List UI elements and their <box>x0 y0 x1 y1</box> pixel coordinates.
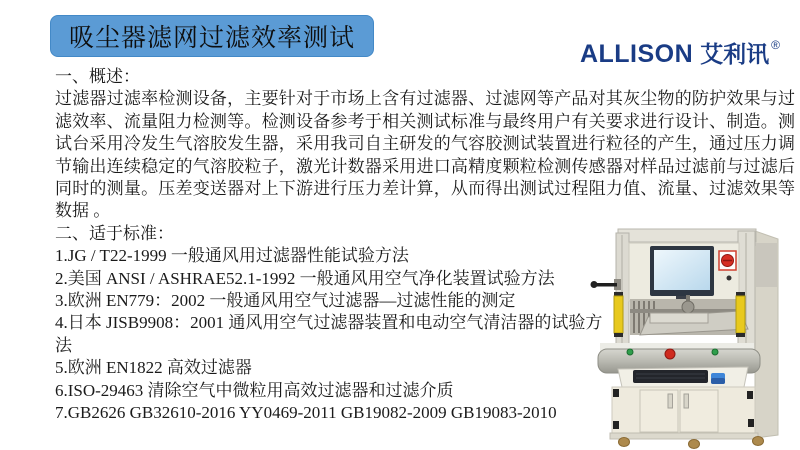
overview-heading: 一、概述： <box>55 67 140 86</box>
standards-heading: 二、适于标准： <box>55 223 174 243</box>
standard-item: 3.欧洲 EN779：2002 一般通风用空气过滤器—过滤性能的测定 <box>55 291 516 311</box>
logo-wordmark: ALLISON <box>579 40 694 68</box>
standard-item: 2.美国 ANSI / ASHRAE52.1-1992 一般通风用空气净化装置试验方法 <box>55 268 555 288</box>
page-title: 吸尘器滤网过滤效率测试 <box>68 25 355 52</box>
standard-item: 1.JG / T22-1999 一般通风用过滤器性能试验方法 <box>55 246 409 266</box>
standards-section <box>55 223 611 425</box>
standard-item: 4.日本 JISB9908：2001 通风用空气过滤器装置和电动空气清洁器的试验方法 <box>55 313 603 355</box>
allison-logo <box>580 36 780 69</box>
standard-item: 7.GB2626 GB32610-2016 YY0469-2011 GB19082-2009 GB19083-2010 <box>55 403 557 423</box>
logo-cjk-text: 艾利讯 <box>700 41 770 67</box>
standard-item: 5.欧洲 EN1822 高效过滤器 <box>55 358 252 378</box>
standard-item: 6.ISO-29463 清除空气中微粒用高效过滤器和过滤介质 <box>55 380 454 400</box>
machine-photo <box>588 221 796 449</box>
title-banner <box>50 15 374 57</box>
registered-trademark-icon: ® <box>771 38 780 52</box>
overview-paragraph: 过滤器过滤率检测设备，主要针对于市场上含有过滤器、过滤网等产品对其灰尘物的防护效果与过滤效率、流量阻力检测等。检测设备参考于相关测试标准与最终用户有关要求进行设计、制造。测试台采用冷发生气溶胶发生器，采用我司自主研发的气容胶测试装置进行粒径的产生，通过压力调节输出连续稳定的气溶胶粒子，激光计数器采用进口高精度颗粒检测传感器对样品过滤前与过滤后同时的测量。压差变送器对上下游进行压力差计算，从而得出测试过程阻力值、流量、过滤效果等数据 。 <box>55 89 795 221</box>
